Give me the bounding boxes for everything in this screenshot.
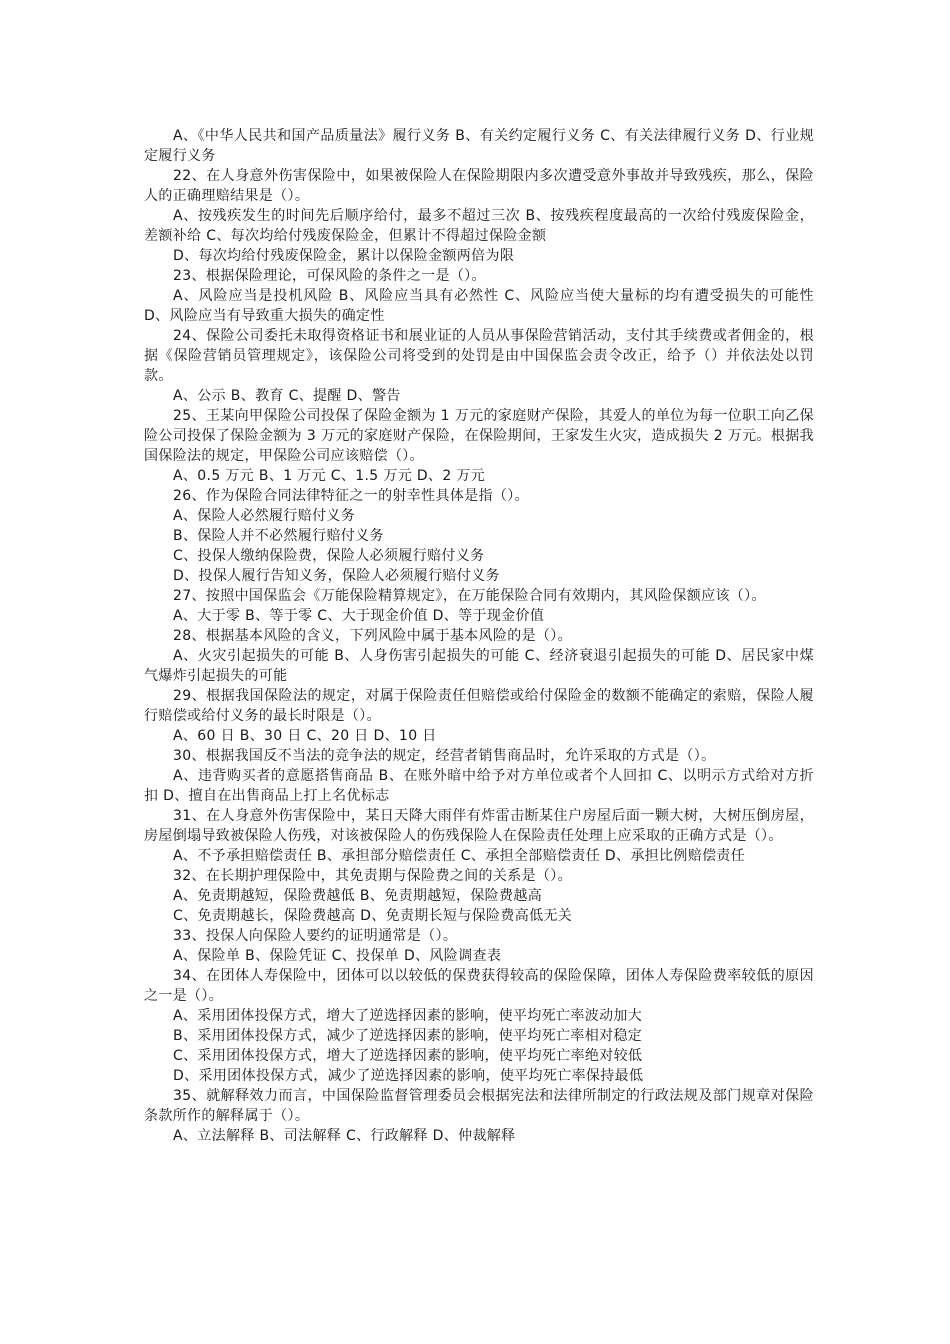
question-24: 24、保险公司委托未取得资格证书和展业证的人员从事保险营销活动，支付其手续费或者佣金的，根据《保险营销员管理规定》，该保险公司将受到的处罚是由中国保监会责令改正，给予（）并依法处以罚款。 xyxy=(144,328,814,384)
answer-option-34-d: D、采用团体投保方式，减少了逆选择因素的影响，使平均死亡率保持最低 xyxy=(173,1068,644,1084)
document-page xyxy=(144,126,814,1146)
answer-options-29: A、60 日 B、30 日 C、20 日 D、10 日 xyxy=(173,728,437,744)
answer-option-26-b: B、保险人并不必然履行赔付义务 xyxy=(173,528,384,544)
answer-option-26-d: D、投保人履行告知义务，保险人必须履行赔付义务 xyxy=(173,568,500,584)
answer-options-28: A、火灾引起损失的可能 B、人身伤害引起损失的可能 C、经济衰退引起损失的可能 D、居民家中煤气爆炸引起损失的可能 xyxy=(144,648,814,684)
question-30: 30、根据我国反不当法的竞争法的规定，经营者销售商品时，允许采取的方式是（）。 xyxy=(173,748,716,764)
question-28: 28、根据基本风险的含义，下列风险中属于基本风险的是（）。 xyxy=(173,628,572,644)
question-22: 22、在人身意外伤害保险中，如果被保险人在保险期限内多次遭受意外事故并导致残疾，那么，保险人的正确理赔结果是（）。 xyxy=(144,168,814,204)
answer-option-34-b: B、采用团体投保方式，减少了逆选择因素的影响，使平均死亡率相对稳定 xyxy=(173,1028,643,1044)
answer-options-23: A、风险应当是投机风险 B、风险应当具有必然性 C、风险应当使大量标的均有遭受损失的可能性 D、风险应当有导致重大损失的确定性 xyxy=(144,288,814,324)
answer-options-30: A、违背购买者的意愿搭售商品 B、在账外暗中给予对方单位或者个人回扣 C、以明示方式给对方折扣 D、擅自在出售商品上打上名优标志 xyxy=(144,768,814,804)
question-35: 35、就解释效力而言，中国保险监督管理委员会根据宪法和法律所制定的行政法规及部门规章对保险条款所作的解释属于（）。 xyxy=(144,1088,814,1124)
answer-options-24: A、公示 B、教育 C、提醒 D、警告 xyxy=(173,388,401,404)
question-23: 23、根据保险理论，可保风险的条件之一是（）。 xyxy=(173,268,486,284)
answer-option-34-c: C、采用团体投保方式，增大了逆选择因素的影响，使平均死亡率绝对较低 xyxy=(173,1048,643,1064)
answer-options-32-ab: A、免责期越短，保险费越低 B、免责期越短，保险费越高 xyxy=(173,888,543,904)
answer-option-26-c: C、投保人缴纳保险费，保险人必须履行赔付义务 xyxy=(173,548,485,564)
answer-options-22: A、按残疾发生的时间先后顺序给付，最多不超过三次 B、按残疾程度最高的一次给付残废保险金，差额补给 C、每次均给付残废保险金，但累计不得超过保险金额 xyxy=(144,208,814,244)
answer-options-33: A、保险单 B、保险凭证 C、投保单 D、风险调查表 xyxy=(173,948,502,964)
answer-options-31: A、不予承担赔偿责任 B、承担部分赔偿责任 C、承担全部赔偿责任 D、承担比例赔偿责任 xyxy=(173,848,746,864)
answer-options-21: A、《中华人民共和国产品质量法》履行义务 B、有关约定履行义务 C、有关法律履行义务 D、行业规定履行义务 xyxy=(144,128,814,164)
question-26: 26、作为保险合同法律特征之一的射幸性具体是指（）。 xyxy=(173,488,529,504)
question-34: 34、在团体人寿保险中，团体可以以较低的保费获得较高的保险保障，团体人寿保险费率较低的原因之一是（）。 xyxy=(144,968,814,1004)
question-32: 32、在长期护理保险中，其免责期与保险费之间的关系是（）。 xyxy=(173,868,572,884)
question-31: 31、在人身意外伤害保险中，某日天降大雨伴有炸雷击断某住户房屋后面一颗大树，大树压倒房屋，房屋倒塌导致被保险人伤残，对该被保险人的伤残保险人在保险责任处理上应采取的正确方式是（）。 xyxy=(144,808,814,844)
answer-options-27: A、大于零 B、等于零 C、大于现金价值 D、等于现金价值 xyxy=(173,608,545,624)
answer-option-22-d: D、每次均给付残废保险金，累计以保险金额两倍为限 xyxy=(173,248,515,264)
question-29: 29、根据我国保险法的规定，对属于保险责任但赔偿或给付保险金的数额不能确定的索赔，保险人履行赔偿或给付义务的最长时限是（）。 xyxy=(144,688,814,724)
question-25: 25、王某向甲保险公司投保了保险金额为 1 万元的家庭财产保险，其爱人的单位为每一位职工向乙保险公司投保了保险金额为 3 万元的家庭财产保险，在保险期间，王家发生火灾，造成损失 2 万元。根据我国保险法的规定，甲保险公司应该赔偿（）。 xyxy=(144,408,814,464)
answer-options-25: A、0.5 万元 B、1 万元 C、1.5 万元 D、2 万元 xyxy=(173,468,486,484)
question-33: 33、投保人向保险人要约的证明通常是（）。 xyxy=(173,928,458,944)
answer-option-26-a: A、保险人必然履行赔付义务 xyxy=(173,508,356,524)
answer-option-34-a: A、采用团体投保方式，增大了逆选择因素的影响，使平均死亡率波动加大 xyxy=(173,1008,643,1024)
question-27: 27、按照中国保监会《万能保险精算规定》，在万能保险合同有效期内，其风险保额应该（）。 xyxy=(173,588,766,604)
answer-options-35: A、立法解释 B、司法解释 C、行政解释 D、仲裁解释 xyxy=(173,1128,516,1144)
answer-options-32-cd: C、免责期越长，保险费越高 D、免责期长短与保险费高低无关 xyxy=(173,908,573,924)
